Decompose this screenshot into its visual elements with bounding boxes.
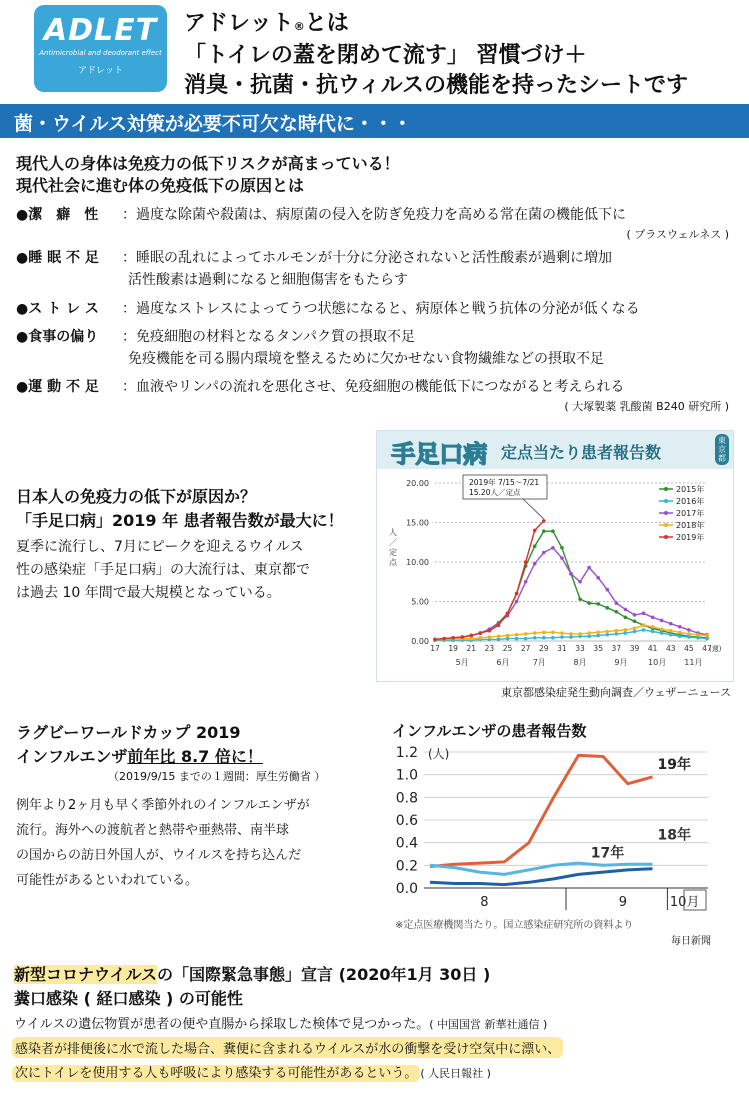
logo-brand: ADLET <box>43 13 158 48</box>
cause-item <box>16 298 640 318</box>
hfmd-month-label: 6月 <box>496 658 510 667</box>
hfmd-data-point <box>587 634 591 638</box>
headline-line-3: 消臭・抗菌・抗ウィルスの機能を持ったシートです <box>184 73 689 98</box>
hfmd-xtick-label: 41 <box>647 644 658 653</box>
hfmd-data-point <box>488 629 492 633</box>
hfmd-data-point <box>515 600 519 604</box>
hfmd-xtick-label: 35 <box>593 644 603 653</box>
flu-title-2 <box>16 744 263 767</box>
hfmd-chart-source: 東京都感染症発生動向調査／ウェザーニュース <box>500 686 731 699</box>
hfmd-chart-subtitle: 定点当たり患者報告数 <box>501 443 662 462</box>
hfmd-data-point <box>551 529 555 533</box>
hfmd-data-point <box>542 529 546 533</box>
flu-ytick-label: 0.8 <box>395 790 418 807</box>
hfmd-data-point <box>687 635 691 639</box>
corona-line-3-text: 次にトイレを使用する人も呼吸により感染する可能性があるという。 <box>12 1065 420 1082</box>
hfmd-annotation-line: 15.20人／定点 <box>469 488 521 497</box>
hfmd-data-point <box>642 612 646 616</box>
cause-text: ：過度な除菌や殺菌は、病原菌の侵入を防ぎ免疫力を高める常在菌の機能低下に <box>122 207 626 223</box>
hfmd-data-point <box>596 602 600 606</box>
hfmd-data-point <box>651 616 655 620</box>
hfmd-data-point <box>533 562 537 566</box>
hfmd-legend-label: 2018年 <box>676 521 705 530</box>
hfmd-data-point <box>515 633 519 637</box>
hfmd-data-point <box>687 628 691 632</box>
hfmd-data-point <box>660 619 664 623</box>
hfmd-chart-plot <box>377 469 733 681</box>
hfmd-data-point <box>515 592 519 596</box>
hfmd-body-1: 夏季に流行し、7月にピークを迎えるウイルス <box>16 539 304 555</box>
hfmd-data-point <box>497 634 501 638</box>
flu-month-label: 9 <box>618 895 628 910</box>
hfmd-title-2: 「手足口病」2019 年 患者報告数が最大に！ <box>16 511 344 530</box>
hfmd-data-point <box>615 629 619 633</box>
hfmd-month-label: 8月 <box>573 658 587 667</box>
hfmd-data-point <box>687 632 691 636</box>
hfmd-chart-title: 手足口病 <box>391 440 487 468</box>
hfmd-data-point <box>542 551 546 555</box>
hfmd-xtick-label: 31 <box>557 644 567 653</box>
flu-chart-plot <box>380 742 720 918</box>
hfmd-data-point <box>705 634 709 638</box>
corona-line-3 <box>12 1062 491 1081</box>
cause-item <box>16 326 415 346</box>
flu-body-1: 例年より2ヶ月も早く季節外れのインフルエンザが <box>16 798 310 813</box>
headline-product: アドレット <box>184 11 294 36</box>
flu-series-line <box>430 869 653 885</box>
hfmd-data-point <box>542 636 546 640</box>
hfmd-month-label: 11月 <box>684 658 703 667</box>
hfmd-data-point <box>615 632 619 636</box>
hfmd-data-point <box>451 636 455 640</box>
corona-title-2: 糞口感染 ( 経口感染 ) の可能性 <box>14 989 243 1008</box>
flu-chart-credit: 毎日新聞 <box>671 936 711 947</box>
hfmd-month-label: 10月 <box>648 658 667 667</box>
hfmd-data-point <box>497 638 501 642</box>
hfmd-data-point <box>460 635 464 639</box>
hfmd-data-point <box>678 625 682 629</box>
hfmd-data-point <box>479 631 483 635</box>
flu-ylabel: (人) <box>428 747 450 761</box>
hfmd-data-point <box>506 637 510 641</box>
hfmd-data-point <box>642 628 646 632</box>
hfmd-body-2: 性の感染症「手足口病」の大流行は、東京都で <box>16 562 310 578</box>
hfmd-xtick-label: 39 <box>629 644 640 653</box>
hfmd-data-point <box>524 560 528 564</box>
headline-line-2: 「トイレの蓋を閉めて流す」 習慣づけ＋ <box>184 43 587 68</box>
hfmd-xtick-label: 37 <box>611 644 622 653</box>
hfmd-data-point <box>551 636 555 640</box>
hfmd-xtick-label: 17 <box>430 644 440 653</box>
hfmd-data-point <box>560 546 564 550</box>
hfmd-data-point <box>678 634 682 638</box>
flu-series-label: 19年 <box>657 757 691 773</box>
hfmd-ytick-label: 20.00 <box>406 479 429 488</box>
cause-text: ：血液やリンパの流れを悪化させ、免疫細胞の機能低下につながると考えられる <box>122 379 625 395</box>
hfmd-xtick-label: 19 <box>448 644 458 653</box>
hfmd-data-point <box>569 632 573 636</box>
hfmd-legend-marker <box>664 535 668 539</box>
cause-text-cont: 免疫機能を司る腸内環境を整えるために欠かせない食物繊維などの摂取不足 <box>128 351 604 367</box>
hfmd-data-point <box>651 630 655 634</box>
hfmd-data-point <box>624 616 628 620</box>
registered-mark: ® <box>293 20 305 33</box>
hfmd-annotation-pointer <box>523 499 544 519</box>
corona-source-peoples-daily: ( 人民日報社 ) <box>420 1067 491 1080</box>
hfmd-legend-marker <box>664 511 668 515</box>
corona-line-2: 感染者が排便後に水で流した場合、糞便に含まれるウイルスが水の衝撃を受け空気中に漂い、 <box>12 1037 563 1058</box>
cause-text: ：免疫細胞の材料となるタンパク質の摂取不足 <box>122 329 416 345</box>
cause-label: ●食事の偏り <box>16 329 99 345</box>
hfmd-data-point <box>633 630 637 634</box>
source-plus-wellness: ( プラスウェルネス ) <box>626 228 729 241</box>
hfmd-data-point <box>551 546 555 550</box>
hfmd-data-point <box>660 631 664 635</box>
hfmd-data-point <box>669 633 673 637</box>
corona-line-1-text: ウイルスの遺伝物質が患者の便や直腸から採取した検体で見つかった。 <box>14 1017 430 1032</box>
flu-month-label: 10月 <box>669 895 700 910</box>
cause-item <box>16 247 612 267</box>
cause-text: ：睡眠の乱れによってホルモンが十分に分泌されないと活性酸素が過剰に増加 <box>122 250 612 266</box>
hfmd-data-point <box>660 627 664 631</box>
hfmd-data-point <box>624 628 628 632</box>
hfmd-data-point <box>578 597 582 601</box>
hfmd-data-point <box>533 544 537 548</box>
hfmd-data-point <box>515 637 519 641</box>
hfmd-data-point <box>669 622 673 626</box>
hfmd-data-point <box>469 637 473 641</box>
hfmd-data-point <box>678 631 682 635</box>
corona-line-1 <box>14 1013 547 1032</box>
hfmd-data-point <box>605 630 609 634</box>
section-banner: 菌・ウイルス対策が必要不可欠な時代に・・・ <box>0 104 749 138</box>
hfmd-legend-label: 2017年 <box>676 509 705 518</box>
hfmd-chart-header <box>377 431 733 469</box>
flu-ytick-label: 0.4 <box>395 835 418 852</box>
hfmd-series-line <box>435 531 707 639</box>
immunity-title-1: 現代人の身体は免疫力の低下リスクが高まっている！ <box>16 154 400 173</box>
hfmd-ylabel: 人 <box>389 528 397 537</box>
flu-ytick-label: 1.2 <box>395 745 418 761</box>
logo-tagline: Antimicrobial and deodorant effect <box>39 49 162 57</box>
hfmd-ylabel: 点 <box>389 558 397 567</box>
flu-series-label: 18年 <box>657 827 691 844</box>
logo-kana: アドレット <box>78 66 123 76</box>
corona-title-1 <box>14 962 490 985</box>
flu-title-2b: 前年比 8.7 倍に！ <box>127 747 263 766</box>
headline-line-1 <box>184 6 349 37</box>
headline-suffix: とは <box>304 11 349 36</box>
hfmd-legend-label: 2016年 <box>676 497 705 506</box>
hfmd-xtick-label: 25 <box>502 644 513 653</box>
cause-item <box>16 204 626 224</box>
flu-ytick-label: 0.0 <box>395 881 418 897</box>
hfmd-data-point <box>605 588 609 592</box>
hfmd-ytick-label: 0.00 <box>411 637 429 646</box>
hfmd-data-point <box>578 632 582 636</box>
adlet-logo <box>34 5 167 92</box>
hfmd-data-point <box>596 576 600 580</box>
hfmd-data-point <box>705 637 709 641</box>
hfmd-ytick-label: 5.00 <box>411 597 429 607</box>
flu-ytick-label: 0.2 <box>395 858 418 875</box>
hfmd-month-label: 5月 <box>455 658 469 667</box>
hfmd-legend-label: 2019年 <box>676 533 705 542</box>
hfmd-data-point <box>533 529 537 533</box>
flu-body-4: 可能性があるといわれている。 <box>16 873 199 888</box>
hfmd-data-point <box>651 625 655 629</box>
cause-label: ●運 動 不 足 <box>16 379 99 395</box>
flu-chart-title: インフルエンザの患者報告数 <box>392 722 587 740</box>
hfmd-xtick-label: 43 <box>665 644 676 653</box>
hfmd-data-point <box>488 635 492 639</box>
hfmd-ytick-label: 15.00 <box>406 518 429 528</box>
corona-title-1b: の「国際緊急事態」宣言 (2020年1月 30日 ) <box>157 965 491 984</box>
hfmd-data-point <box>642 623 646 627</box>
cause-item <box>16 376 624 396</box>
hfmd-data-point <box>533 636 537 640</box>
hfmd-data-point <box>542 519 546 523</box>
hfmd-title-1: 日本人の免疫力の低下が原因か？ <box>16 487 257 506</box>
hfmd-data-point <box>560 631 564 635</box>
hfmd-legend-marker <box>664 523 668 527</box>
hfmd-data-point <box>524 580 528 584</box>
flu-body-3: の国からの訪日外国人が、ウイルスを持ち込んだ <box>16 848 302 863</box>
flu-body-2: 流行。海外への渡航者と熱帯や亜熱帯、南半球 <box>16 823 290 838</box>
hfmd-xtick-label: 29 <box>539 644 549 653</box>
hfmd-xtick-label: 23 <box>484 644 495 653</box>
hfmd-data-point <box>615 610 619 614</box>
hfmd-data-point <box>615 601 619 605</box>
hfmd-legend-marker <box>664 499 668 503</box>
cause-text: ：過度なストレスによってうつ状態になると、病原体と戦う抗体の分泌が低くなる <box>122 301 640 317</box>
cause-text-cont: 活性酸素は過剰になると細胞傷害をもたらす <box>128 272 408 288</box>
hfmd-month-label: 9月 <box>614 658 628 667</box>
hfmd-data-point <box>560 635 564 639</box>
hfmd-legend-marker <box>664 487 668 491</box>
hfmd-data-point <box>633 619 637 623</box>
hfmd-data-point <box>605 633 609 637</box>
hfmd-xtick-label: 45 <box>684 644 694 653</box>
hfmd-data-point <box>524 632 528 636</box>
hfmd-xtick-label: 21 <box>466 644 477 653</box>
hfmd-data-point <box>506 634 510 638</box>
hfmd-chart-panel <box>376 430 734 682</box>
hfmd-annotation-line: 2019年 7/15～7/21 <box>469 478 540 487</box>
hfmd-data-point <box>624 631 628 635</box>
corona-highlight: 新型コロナウイルス <box>14 965 158 984</box>
corona-source-xinhua: ( 中国国営 新華社通信 ) <box>429 1018 548 1031</box>
hfmd-data-point <box>605 606 609 610</box>
hfmd-xtick-label: 47 <box>702 644 712 653</box>
immunity-title-2: 現代社会に進む体の免疫低下の原因とは <box>16 176 305 195</box>
region-tag: 東京都 <box>715 434 729 465</box>
hfmd-ylabel: ／ <box>389 538 397 547</box>
hfmd-data-point <box>669 629 673 633</box>
flu-series-label: 17年 <box>590 845 625 862</box>
hfmd-data-point <box>569 572 573 576</box>
flu-note: （2019/9/15 までの１週間：厚生労働省 ） <box>108 770 326 783</box>
flu-ytick-label: 0.6 <box>395 813 418 829</box>
hfmd-data-point <box>469 634 473 638</box>
hfmd-month-label: 7月 <box>532 658 546 667</box>
hfmd-data-point <box>633 627 637 631</box>
hfmd-body-3: は過去 10 年間で最大規模となっている。 <box>16 585 281 601</box>
flu-title-1: ラグビーワールドカップ 2019 <box>16 723 241 742</box>
hfmd-data-point <box>442 637 446 641</box>
hfmd-xtick-label: 27 <box>520 644 531 653</box>
hfmd-data-point <box>578 580 582 584</box>
hfmd-data-point <box>587 631 591 635</box>
hfmd-data-point <box>551 631 555 635</box>
hfmd-data-point <box>506 612 510 616</box>
flu-month-label: 8 <box>480 895 489 910</box>
hfmd-legend-label: 2015年 <box>676 485 705 494</box>
hfmd-ytick-label: 10.00 <box>406 558 429 567</box>
hfmd-ylabel: 定 <box>389 548 397 557</box>
hfmd-data-point <box>524 637 528 641</box>
cause-label: ●潔 癖 性 <box>16 207 99 223</box>
flu-chart-footnote: ※定点医療機関当たり。国立感染症研究所の資料より <box>395 920 634 931</box>
hfmd-data-point <box>479 636 483 640</box>
hfmd-data-point <box>696 636 700 640</box>
cause-label: ●ス ト レ ス <box>16 301 99 317</box>
hfmd-data-point <box>696 633 700 637</box>
hfmd-xtick-label: 33 <box>575 644 585 653</box>
hfmd-x-unit: (週) <box>709 645 722 653</box>
hfmd-data-point <box>560 556 564 560</box>
hfmd-data-point <box>624 608 628 612</box>
hfmd-data-point <box>569 635 573 639</box>
hfmd-data-point <box>587 601 591 605</box>
hfmd-data-point <box>633 613 637 617</box>
hfmd-data-point <box>497 623 501 627</box>
hfmd-data-point <box>533 631 537 635</box>
hfmd-data-point <box>433 638 437 642</box>
hfmd-series-line <box>435 521 544 640</box>
cause-label: ●睡 眠 不 足 <box>16 250 99 266</box>
flu-ytick-label: 1.0 <box>395 767 418 784</box>
flu-title-2a: インフルエンザ <box>16 747 128 766</box>
hfmd-data-point <box>542 631 546 635</box>
hfmd-data-point <box>587 566 591 570</box>
hfmd-data-point <box>596 631 600 635</box>
hfmd-data-point <box>596 634 600 638</box>
source-otsuka: ( 大塚製薬 乳酸菌 B240 研究所 ) <box>564 400 729 413</box>
